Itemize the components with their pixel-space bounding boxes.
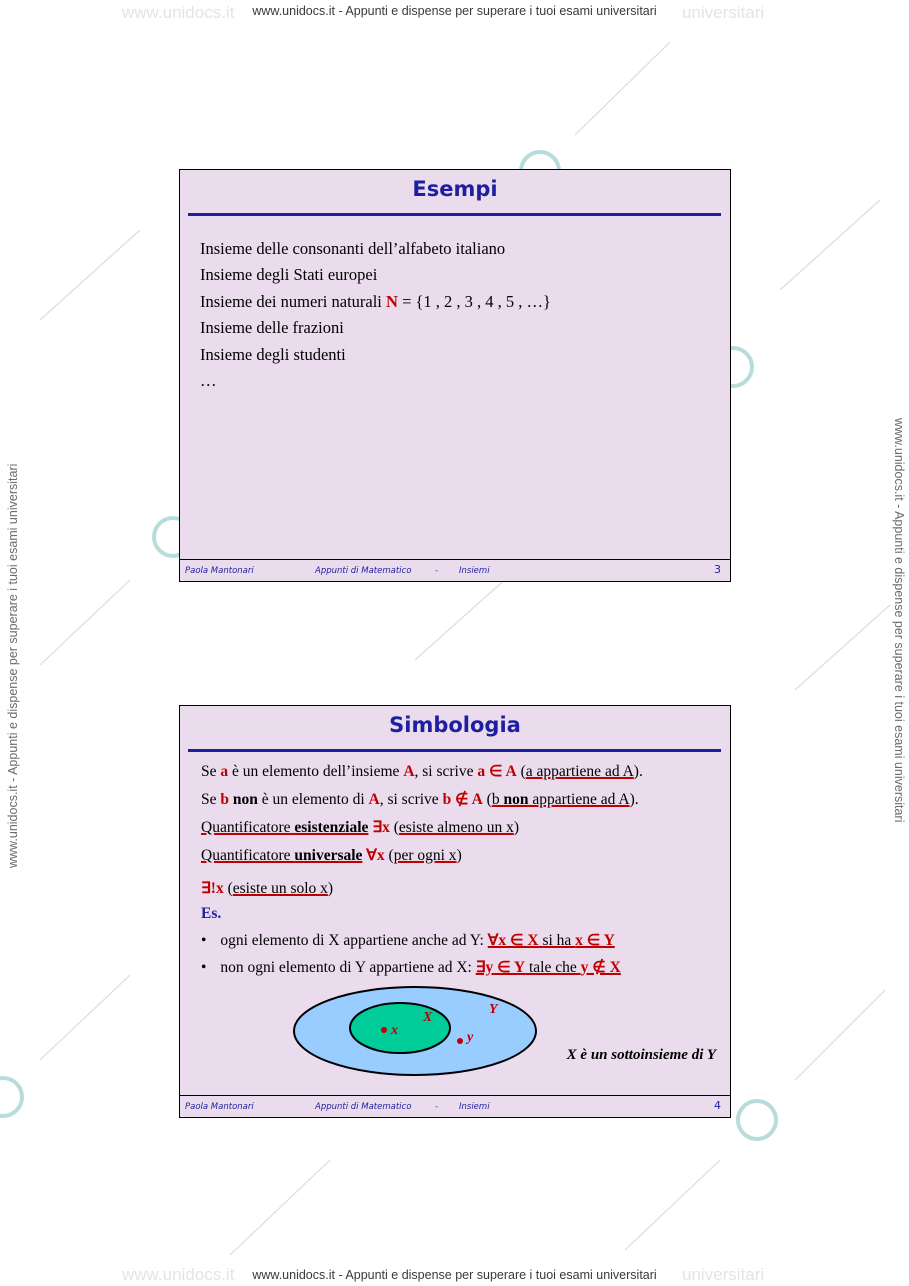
venn-label-y: Y bbox=[489, 1002, 498, 1017]
venn-caption: X è un sottoinsieme di Y bbox=[566, 1047, 716, 1063]
footer-author: Paola Mantonari bbox=[185, 566, 254, 576]
venn-point-y-label: y bbox=[467, 1030, 474, 1045]
unique-existence-line: ∃!x (esiste un solo x) bbox=[201, 880, 334, 897]
venn-diagram bbox=[290, 984, 540, 1080]
venn-label-x: X bbox=[423, 1010, 433, 1025]
bullet-item: • non ogni elemento di Y appartiene ad X: ∃y ∈ Y tale che y ∉ X bbox=[201, 959, 621, 976]
existential-quantifier-line: Quantificatore esistenziale ∃x (esiste almeno un x) bbox=[201, 819, 520, 836]
naturals-set: = {1 , 2 , 3 , 4 , 5 , …} bbox=[397, 291, 551, 311]
watermark-ghost-right-bottom: universitari bbox=[682, 1265, 765, 1284]
naturals-symbol: N bbox=[386, 291, 398, 311]
footer-page-number: 3 bbox=[714, 563, 721, 576]
footer-page-number: 4 bbox=[714, 1099, 721, 1112]
slide-title: Esempi bbox=[412, 177, 498, 201]
watermark-header: www.unidocs.it - Appunti e dispense per superare i tuoi esami universitari bbox=[252, 4, 657, 18]
venn-point-x-label: x bbox=[391, 1023, 398, 1038]
watermark-side-right: www.unidocs.it - Appunti e dispense per superare i tuoi esami universitari bbox=[892, 418, 906, 823]
footer-course: Appunti di Matematico bbox=[315, 566, 412, 576]
watermark-footer: www.unidocs.it - Appunti e dispense per superare i tuoi esami universitari bbox=[252, 1268, 657, 1282]
membership-line: Se a è un elemento dell’insieme A, si scrive a ∈ A (a appartiene ad A). bbox=[201, 763, 643, 780]
title-rule bbox=[188, 749, 721, 752]
examples-list bbox=[200, 236, 551, 394]
point-x-dot bbox=[381, 1027, 387, 1033]
example-line: Insieme degli Stati europei bbox=[200, 265, 378, 285]
slide-esempi bbox=[179, 169, 731, 582]
set-x-ellipse bbox=[350, 1003, 450, 1053]
watermark-ghost-right: universitari bbox=[682, 3, 765, 22]
point-y-dot bbox=[457, 1038, 463, 1044]
watermark-ghost-left-bottom: www.unidocs.it bbox=[122, 1265, 235, 1284]
footer-dash: - bbox=[435, 566, 439, 576]
footer-topic: Insiemi bbox=[459, 566, 490, 576]
universal-quantifier-line: Quantificatore universale ∀x (per ogni x) bbox=[201, 847, 462, 864]
example-line: Insieme delle frazioni bbox=[200, 318, 344, 338]
watermark-ghost-left: www.unidocs.it bbox=[122, 3, 235, 22]
slide-simbologia bbox=[179, 705, 731, 1118]
example-line: Insieme delle consonanti dell’alfabeto italiano bbox=[200, 239, 506, 258]
footer-topic: Insiemi bbox=[459, 1102, 490, 1112]
example-line: Insieme degli studenti bbox=[200, 344, 346, 364]
example-line: Insieme dei numeri naturali N = {1 , 2 , 3 , 4 , 5 , …} bbox=[200, 291, 551, 311]
bullet-icon: • bbox=[201, 959, 207, 976]
bullet-item: • ogni elemento di X appartiene anche ad Y: ∀x ∈ X si ha x ∈ Y bbox=[201, 932, 615, 949]
footer-course: Appunti di Matematico bbox=[315, 1102, 412, 1112]
slide-footer bbox=[180, 559, 730, 581]
bullet-icon: • bbox=[201, 932, 207, 949]
non-membership-line: Se b non è un elemento di A, si scrive b ∉ A (b non appartiene ad A). bbox=[201, 791, 639, 808]
slide-footer bbox=[180, 1095, 730, 1117]
example-label: Es. bbox=[201, 905, 222, 922]
slide-title: Simbologia bbox=[389, 713, 521, 737]
example-line: … bbox=[200, 371, 217, 391]
watermark-side-left: www.unidocs.it - Appunti e dispense per superare i tuoi esami universitari bbox=[6, 463, 20, 868]
footer-dash: - bbox=[435, 1102, 439, 1112]
title-rule bbox=[188, 213, 721, 216]
footer-author: Paola Mantonari bbox=[185, 1102, 254, 1112]
